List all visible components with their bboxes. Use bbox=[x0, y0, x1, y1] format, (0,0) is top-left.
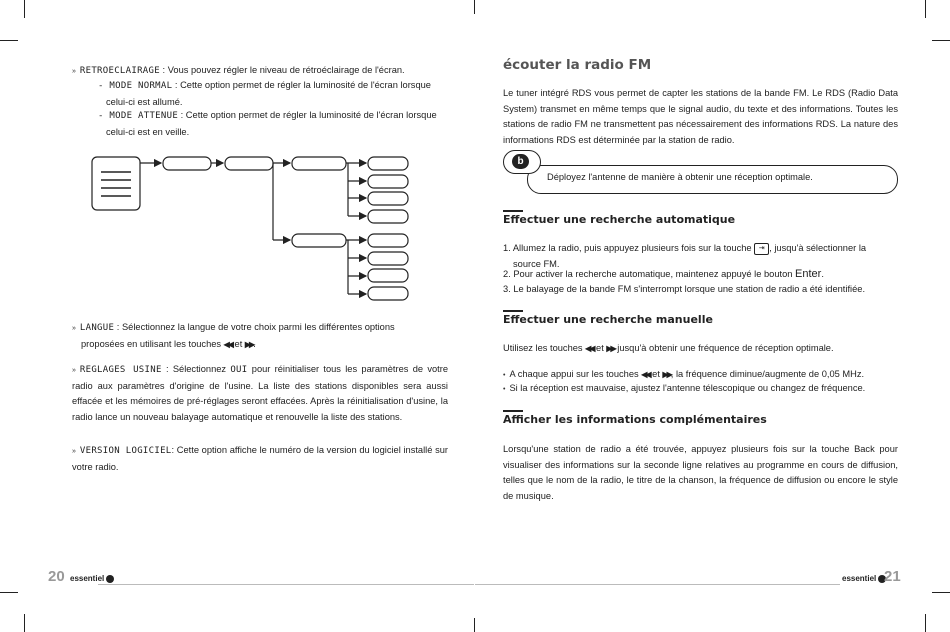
and-text: et bbox=[649, 369, 663, 380]
page-title: écouter la radio FM bbox=[503, 57, 652, 73]
bullet-icon: » bbox=[72, 68, 76, 75]
heading-bar bbox=[503, 310, 523, 312]
step-text: Allumez la radio, puis appuyez plusieurs fois sur la touche bbox=[512, 243, 755, 253]
bullet-text-a: A chaque appui sur les touches bbox=[509, 369, 642, 380]
page-number: 20 bbox=[48, 568, 65, 585]
langue-text-2: proposées en utilisant les touches bbox=[81, 338, 224, 349]
langue-item bbox=[72, 320, 448, 352]
crop-mark bbox=[474, 0, 475, 14]
page-number: 21 bbox=[884, 568, 901, 585]
mode-normal-item bbox=[98, 78, 450, 110]
next-icon: ▶▶ bbox=[606, 344, 615, 353]
bullet-icon: » bbox=[72, 448, 76, 455]
step-text: Pour activer la recherche automatique, maintenez appuyé le bouton bbox=[513, 269, 796, 279]
step-text: . bbox=[821, 269, 824, 279]
brand-text: essentiel bbox=[842, 574, 877, 583]
source-button-icon: ⇥ bbox=[754, 243, 769, 255]
crop-mark bbox=[24, 0, 25, 18]
reglages-usine-key: REGLAGES USINE bbox=[79, 365, 162, 375]
heading-bar bbox=[503, 410, 523, 412]
langue-text: : Sélectionnez la langue de votre choix parmi les différentes options bbox=[114, 322, 395, 332]
crop-mark bbox=[932, 592, 950, 593]
mode-attenue-cont: celui-ci est en veille. bbox=[106, 126, 190, 137]
radio-screen-box bbox=[92, 157, 140, 210]
prev-icon: ◀◀ bbox=[585, 344, 594, 353]
menu-box-1 bbox=[163, 157, 211, 170]
dot-icon: • bbox=[503, 372, 506, 380]
tip-logo-icon: b bbox=[512, 154, 529, 169]
retroeclairage-text: : Vous pouvez régler le niveau de rétroéclairage de l'écran. bbox=[159, 65, 405, 75]
brand-logo bbox=[70, 574, 114, 583]
prev-icon: ◀◀ bbox=[641, 370, 650, 379]
version-logiciel-item bbox=[72, 443, 448, 475]
tip-text: Déployez l'antenne de manière à obtenir une réception optimale. bbox=[547, 172, 813, 182]
info-paragraph bbox=[503, 442, 898, 504]
brand-mark-icon bbox=[106, 575, 114, 583]
dot-icon: • bbox=[503, 386, 506, 393]
step-number: 2. bbox=[503, 269, 511, 279]
menu-flow-diagram bbox=[85, 148, 415, 308]
bullet-icon: » bbox=[72, 367, 76, 374]
back-key: Back bbox=[854, 444, 875, 454]
menu-box-2 bbox=[225, 157, 273, 170]
manual-bullet-2 bbox=[503, 381, 898, 398]
manual-paragraph bbox=[503, 341, 898, 357]
intro-paragraph: Le tuner intégré RDS vous permet de capter les stations de la bande FM. Le RDS (Radio Data System) transmet en même temps que le signal audio, du texte et des informations. Toutes les stations de radio FM ne transmettent pas nécessairement des informations RDS. La nature des informations RDS est déterminée par la station de radio. bbox=[503, 88, 898, 145]
footer-line bbox=[475, 584, 840, 585]
brand-logo bbox=[842, 574, 886, 583]
step-number: 3. bbox=[503, 284, 511, 294]
enter-key: Enter bbox=[795, 268, 822, 280]
crop-mark bbox=[932, 40, 950, 41]
mode-attenue-key: - MODE ATTENUE bbox=[98, 111, 179, 121]
menu-box-4 bbox=[292, 234, 346, 247]
bullet-text: Si la réception est mauvaise, ajustez l'antenne télescopique ou changez de fréquence. bbox=[509, 383, 866, 393]
crop-mark bbox=[925, 614, 926, 632]
version-text: : Cette option affiche le numéro de la version du logiciel installé sur votre radio. bbox=[72, 445, 449, 472]
manual-search-title: Effectuer une recherche manuelle bbox=[503, 313, 713, 326]
crop-mark bbox=[0, 592, 18, 593]
mode-normal-key: - MODE NORMAL bbox=[98, 81, 173, 91]
menu-box-3 bbox=[292, 157, 346, 170]
reglages-text-b: pour réinitialiser tous les paramètres de votre radio aux paramètres d'origine de l'usine. La liste des stations disponibles sera aussi effacée et les mémoires de pré-réglages seront effacées. Après la réinitialisation d'usine, la radio lance un nouveau balayage automatique et renouvelle la liste des stations. bbox=[72, 364, 448, 422]
next-icon: ▶▶ bbox=[244, 339, 254, 349]
next-icon: ▶▶ bbox=[662, 370, 671, 379]
and-text: et bbox=[593, 343, 607, 354]
crop-mark bbox=[24, 614, 25, 632]
auto-step-2 bbox=[503, 267, 898, 283]
step-number: 1. bbox=[503, 243, 511, 253]
manual-text-a: Utilisez les touches bbox=[503, 343, 586, 354]
mode-attenue-item bbox=[98, 108, 450, 140]
reglages-text-a: : Sélectionnez bbox=[161, 364, 231, 374]
heading-bar bbox=[503, 210, 523, 212]
retroeclairage-key: RETROECLAIRAGE bbox=[79, 66, 160, 76]
info-text-b: pour visualiser des informations sur la seconde ligne relatives au programme en cours de diffusion, telles que le nom de la radio, le titre de la chanson, la fréquence de diffusion ou encore le style de musique. bbox=[503, 444, 898, 501]
step-text: Le balayage de la bande FM s'interrompt lorsque une station de radio a été identifiée. bbox=[513, 284, 866, 294]
prev-icon: ◀◀ bbox=[223, 339, 232, 349]
step-text: source FM. bbox=[513, 258, 560, 269]
mode-normal-text: : Cette option permet de régler la luminosité de l'écran lorsque bbox=[172, 80, 431, 90]
info-text-a: Lorsqu'une station de radio a été trouvée, appuyez plusieurs fois sur la touche bbox=[503, 444, 855, 454]
manual-text-b: jusqu'à obtenir une fréquence de réception optimale. bbox=[614, 343, 834, 354]
step-text: , jusqu'à sélectionner la bbox=[769, 243, 867, 253]
auto-search-title: Effectuer une recherche automatique bbox=[503, 213, 736, 226]
crop-mark bbox=[474, 618, 475, 632]
crop-mark bbox=[0, 40, 18, 41]
auto-step-3 bbox=[503, 282, 898, 298]
mode-normal-cont: celui-ci est allumé. bbox=[106, 96, 183, 107]
bullet-icon: » bbox=[72, 325, 76, 332]
version-logiciel-key: VERSION LOGICIEL bbox=[79, 446, 172, 456]
mode-attenue-text: : Cette option permet de régler la luminosité de l'écran lorsque bbox=[178, 110, 437, 120]
reglages-usine-item bbox=[72, 362, 448, 425]
brand-text: essentiel bbox=[70, 574, 105, 583]
langue-key: LANGUE bbox=[79, 323, 115, 333]
and-text: et bbox=[231, 338, 245, 349]
oui-key: OUI bbox=[230, 365, 248, 375]
footer-line bbox=[98, 584, 474, 585]
crop-mark bbox=[925, 0, 926, 18]
period-text: . bbox=[253, 338, 256, 349]
bullet-text-b: , la fréquence diminue/augmente de 0,05 MHz. bbox=[670, 369, 865, 380]
info-title: Afficher les informations complémentaires bbox=[503, 413, 767, 426]
